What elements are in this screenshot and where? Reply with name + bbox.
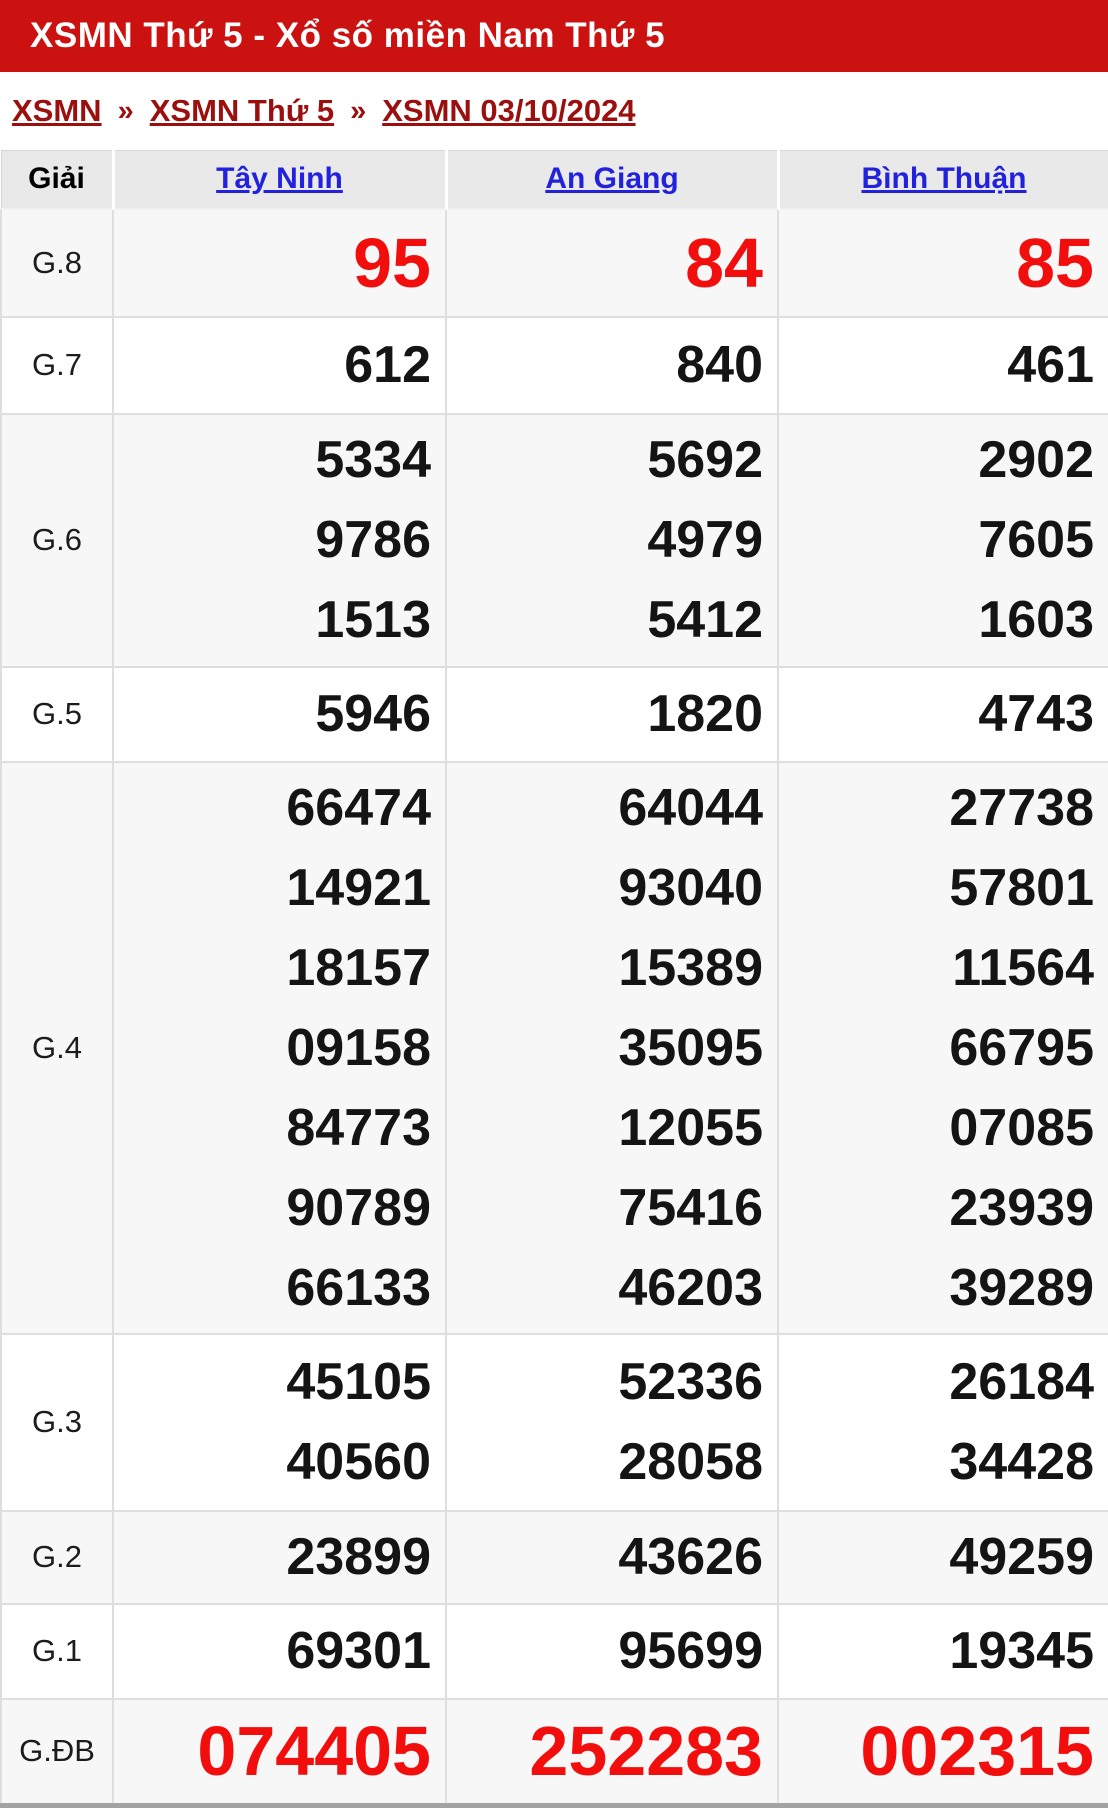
prize-label: G.1 [1,1604,113,1699]
prize-number: 23939 [949,1178,1094,1237]
title-banner [0,0,1108,72]
result-cell [113,762,446,1334]
prize-number: 5692 [647,431,763,489]
result-cell [446,1604,778,1699]
prize-label: G.5 [1,667,113,762]
prize-number: 2902 [978,431,1094,489]
result-cell [446,667,778,762]
result-cell [446,1511,778,1604]
result-cell [113,209,446,317]
result-cell [778,667,1108,762]
prize-row-g2 [1,1511,1108,1604]
result-cell [113,1334,446,1511]
prize-label: G.7 [1,317,113,414]
prize-number: 35095 [618,1018,763,1077]
result-cell [778,209,1108,317]
prize-number: 84 [685,223,763,302]
prize-number: 84773 [286,1098,431,1157]
prize-column-header: Giải [1,151,113,209]
prize-number: 074405 [197,1712,431,1791]
column-header-link-binh-thuan[interactable]: Bình Thuận [861,162,1027,196]
prize-number: 69301 [286,1622,431,1680]
prize-number: 49259 [949,1528,1094,1586]
prize-number: 12055 [618,1098,763,1157]
result-cell [778,1699,1108,1806]
prize-row-g6 [1,414,1108,667]
breadcrumb [0,72,1108,150]
prize-label: G.3 [1,1334,113,1511]
prize-label: G.ĐB [1,1699,113,1806]
prize-number: 45105 [286,1353,431,1411]
prize-number: 34428 [949,1433,1094,1491]
prize-label: G.6 [1,414,113,667]
prize-number: 85 [1016,223,1094,302]
result-cell [113,1511,446,1604]
result-cell [778,762,1108,1334]
result-cell [778,1604,1108,1699]
result-cell [446,414,778,667]
prize-number: 93040 [618,858,763,917]
result-cell [778,1511,1108,1604]
prize-number: 5334 [315,431,431,489]
prize-number: 4743 [978,685,1094,743]
result-cell [778,1334,1108,1511]
prize-row-gdb [1,1699,1108,1806]
breadcrumb-link-xsmn-thu-5[interactable]: XSMN Thứ 5 [149,93,335,128]
result-cell [446,209,778,317]
prize-number: 66474 [286,778,431,837]
prize-number: 15389 [618,938,763,997]
result-cell [778,317,1108,414]
prize-number: 46203 [618,1258,763,1317]
prize-number: 90789 [286,1178,431,1237]
result-cell [113,414,446,667]
prize-number: 9786 [315,511,431,569]
prize-number: 4979 [647,511,763,569]
result-cell [446,1334,778,1511]
prize-number: 5412 [647,591,763,649]
breadcrumb-separator-icon: » [117,94,134,127]
result-cell [446,1699,778,1806]
prize-row-g4 [1,762,1108,1334]
prize-number: 7605 [978,511,1094,569]
prize-number: 43626 [618,1528,763,1586]
prize-number: 840 [676,336,763,394]
prize-number: 95 [353,223,431,302]
prize-number: 11564 [952,938,1094,997]
prize-number: 40560 [286,1433,431,1491]
page-title: XSMN Thứ 5 - Xổ số miền Nam Thứ 5 [30,16,666,55]
prize-number: 66133 [286,1258,431,1317]
prize-label: G.8 [1,209,113,317]
prize-number: 1603 [978,591,1094,649]
prize-number: 612 [344,336,431,394]
prize-row-g5 [1,667,1108,762]
prize-number: 461 [1007,336,1094,394]
result-cell [778,414,1108,667]
prize-label: G.2 [1,1511,113,1604]
prize-row-g7 [1,317,1108,414]
prize-number: 1820 [647,685,763,743]
prize-number: 95699 [618,1622,763,1680]
prize-number: 39289 [949,1258,1094,1317]
prize-number: 09158 [286,1018,431,1077]
prize-number: 27738 [949,778,1094,837]
column-header-link-tay-ninh[interactable]: Tây Ninh [216,162,343,196]
result-cell [446,317,778,414]
prize-number: 57801 [949,858,1094,917]
column-header-link-an-giang[interactable]: An Giang [545,162,679,196]
prize-number: 75416 [618,1178,763,1237]
prize-number: 07085 [949,1098,1094,1157]
result-cell [113,317,446,414]
result-cell [113,667,446,762]
prize-number: 28058 [618,1433,763,1491]
prize-number: 19345 [949,1622,1094,1680]
result-cell [113,1699,446,1806]
result-cell [446,762,778,1334]
result-cell [113,1604,446,1699]
prize-number: 64044 [618,778,763,837]
breadcrumb-link-xsmn-date[interactable]: XSMN 03/10/2024 [382,93,636,128]
breadcrumb-separator-icon: » [350,94,367,127]
prize-number: 1513 [315,591,431,649]
prize-number: 002315 [860,1712,1094,1791]
prize-number: 14921 [286,858,431,917]
prize-number: 23899 [286,1528,431,1586]
prize-number: 5946 [315,685,431,743]
prize-row-g3 [1,1334,1108,1511]
breadcrumb-link-xsmn[interactable]: XSMN [12,93,102,128]
prize-row-g1 [1,1604,1108,1699]
prize-row-g8 [1,209,1108,317]
lottery-results-table [0,150,1108,1808]
prize-number: 66795 [949,1018,1094,1077]
table-header-row [1,151,1108,209]
prize-label: G.4 [1,762,113,1334]
prize-number: 252283 [529,1712,763,1791]
prize-number: 26184 [949,1353,1094,1411]
prize-number: 18157 [286,938,431,997]
prize-number: 52336 [618,1353,763,1411]
